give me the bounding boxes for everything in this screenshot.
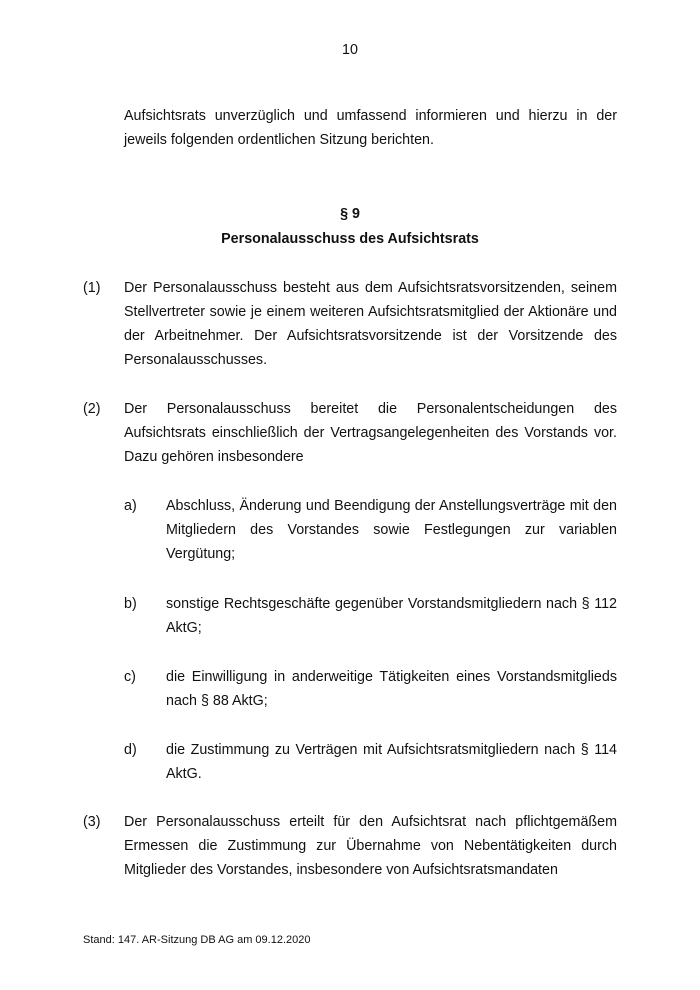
paragraph-text: Der Personalausschuss erteilt für den Aufsichtsrat nach pflichtgemäßem Ermessen die Zustimmung zur Übernahme von Nebentätigkeiten durch Mitglieder des Vorstandes, insbesondere von Aufsichtsratsmandaten [124,814,617,878]
paragraph-text: Der Personalausschuss besteht aus dem Aufsichtsratsvorsitzenden, seinem Stellvertreter sowie je einem weiteren Aufsichtsratsmitglied der Aktionäre und der Arbeitnehmer. Der Aufsichtsratsvorsitzende ist der Vorsitzende des Personalausschusses. [124,280,617,368]
lead-paragraph: Aufsichtsrats unverzüglich und umfassend informieren und hierzu in der jeweils folgenden ordentlichen Sitzung berichten. [124,108,617,148]
paragraph-number: (1) [83,280,101,296]
section-number: § 9 [340,206,360,222]
list-item-text: sonstige Rechtsgeschäfte gegenüber Vorstandsmitgliedern nach § 112 AktG; [166,596,617,636]
list-item-text: Abschluss, Änderung und Beendigung der Anstellungsverträge mit den Mitgliedern des Vorstandes sowie Festlegungen zur variablen Vergütung; [166,498,617,562]
list-item-letter: b) [124,596,137,612]
list-item-letter: d) [124,742,137,758]
list-item-text: die Einwilligung in anderweitige Tätigkeiten eines Vorstandsmitglieds nach § 88 AktG; [166,669,617,709]
paragraph-number: (3) [83,814,101,830]
paragraph-text: Der Personalausschuss bereitet die Personalentscheidungen des Aufsichtsrats einschließlich der Vertragsangelegenheiten des Vorstands vor. Dazu gehören insbesondere [124,401,617,465]
list-item-letter: c) [124,669,136,685]
list-item-text: die Zustimmung zu Verträgen mit Aufsichtsratsmitgliedern nach § 114 AktG. [166,742,617,782]
list-item-letter: a) [124,498,137,514]
page-number: 10 [342,42,358,58]
paragraph-number: (2) [83,401,101,417]
section-title: Personalausschuss des Aufsichtsrats [221,231,479,247]
footer-note: Stand: 147. AR-Sitzung DB AG am 09.12.2020 [83,934,311,946]
